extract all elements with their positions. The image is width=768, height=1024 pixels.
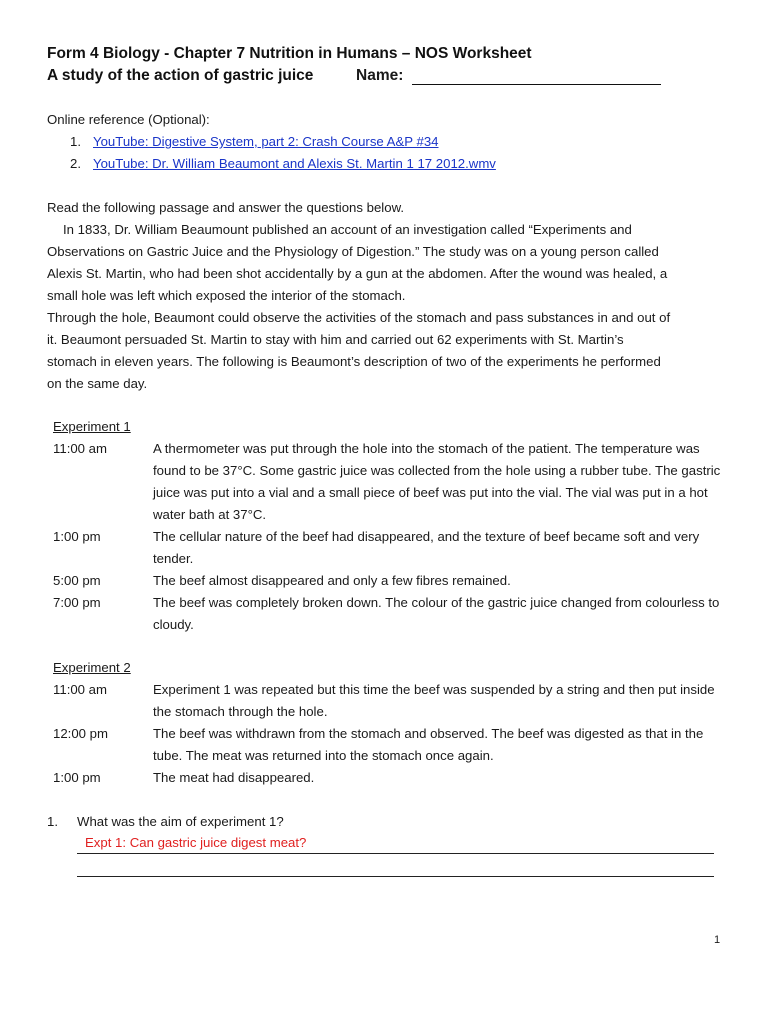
reference-link-crash-course[interactable]: YouTube: Digestive System, part 2: Crash Course A&P #34: [93, 134, 439, 149]
experiment-observation: The meat had disappeared.: [153, 770, 315, 785]
handwritten-answer: Expt 1: Can gastric juice digest meat?: [85, 835, 307, 850]
experiment-time: 11:00 am: [53, 441, 108, 456]
name-label: Name:: [356, 67, 404, 84]
experiment-time: 7:00 pm: [53, 595, 101, 610]
question-number: 1.: [47, 814, 58, 829]
worksheet-title: Form 4 Biology - Chapter 7 Nutrition in Humans – NOS Worksheet: [47, 45, 532, 62]
passage-instruction: Read the following passage and answer the questions below.: [47, 200, 405, 215]
passage-line: In 1833, Dr. William Beaumount published an account of an investigation called “Experiments and: [63, 222, 632, 237]
experiment-observation: The beef was withdrawn from the stomach and observed. The beef was digested as that in the tube. The meat was returned into the stomach once again.: [153, 726, 704, 763]
passage-line: Alexis St. Martin, who had been shot accidentally by a gun at the abdomen. After the wound was healed, a: [47, 266, 668, 281]
experiment-time: 5:00 pm: [53, 573, 101, 588]
passage-line: on the same day.: [47, 376, 148, 391]
experiment-time: 1:00 pm: [53, 770, 101, 785]
passage-line: it. Beaumont persuaded St. Martin to stay with him and carried out 62 experiments with St. Martin’s: [47, 332, 624, 347]
passage-line: Through the hole, Beaumont could observe the activities of the stomach and pass substances in and out of: [47, 310, 671, 325]
name-blank-line[interactable]: [412, 84, 661, 85]
experiment-observation: A thermometer was put through the hole into the stomach of the patient. The temperature was found to be 37°C. Some gastric juice was collected from the hole using a rubber tube. The gastric juice was put into a vial and a small piece of beef was put into the vial. The vial was put in a hot water bath at 37°C.: [153, 441, 721, 522]
page-number: 1: [714, 934, 721, 946]
experiment-time: 11:00 am: [53, 682, 108, 697]
experiment-observation: Experiment 1 was repeated but this time the beef was suspended by a string and then put inside the stomach through the hole.: [153, 682, 715, 719]
reference-link-beaumont[interactable]: YouTube: Dr. William Beaumont and Alexis St. Martin 1 17 2012.wmv: [93, 156, 496, 171]
experiment-observation: The beef was completely broken down. The colour of the gastric juice changed from colourless to cloudy.: [153, 595, 720, 632]
worksheet-subtitle: A study of the action of gastric juice: [47, 67, 314, 84]
answer-line[interactable]: [77, 853, 714, 854]
experiment-observation: The cellular nature of the beef had disappeared, and the texture of beef became soft and very tender.: [153, 529, 700, 566]
experiment-1-heading: Experiment 1: [53, 419, 131, 434]
experiment-time: 1:00 pm: [53, 529, 101, 544]
passage-line: small hole was left which exposed the interior of the stomach.: [47, 288, 406, 303]
answer-line[interactable]: [77, 876, 714, 877]
passage-line: Observations on Gastric Juice and the Physiology of Digestion.” The study was on a young person called: [47, 244, 659, 259]
reference-number: 1.: [70, 134, 81, 149]
experiment-2-heading: Experiment 2: [53, 660, 131, 675]
experiment-observation: The beef almost disappeared and only a few fibres remained.: [153, 573, 511, 588]
question-text: What was the aim of experiment 1?: [77, 814, 284, 829]
reference-number: 2.: [70, 156, 81, 171]
passage-line: stomach in eleven years. The following is Beaumont’s description of two of the experiments he performed: [47, 354, 661, 369]
experiment-time: 12:00 pm: [53, 726, 108, 741]
references-heading: Online reference (Optional):: [47, 112, 210, 127]
